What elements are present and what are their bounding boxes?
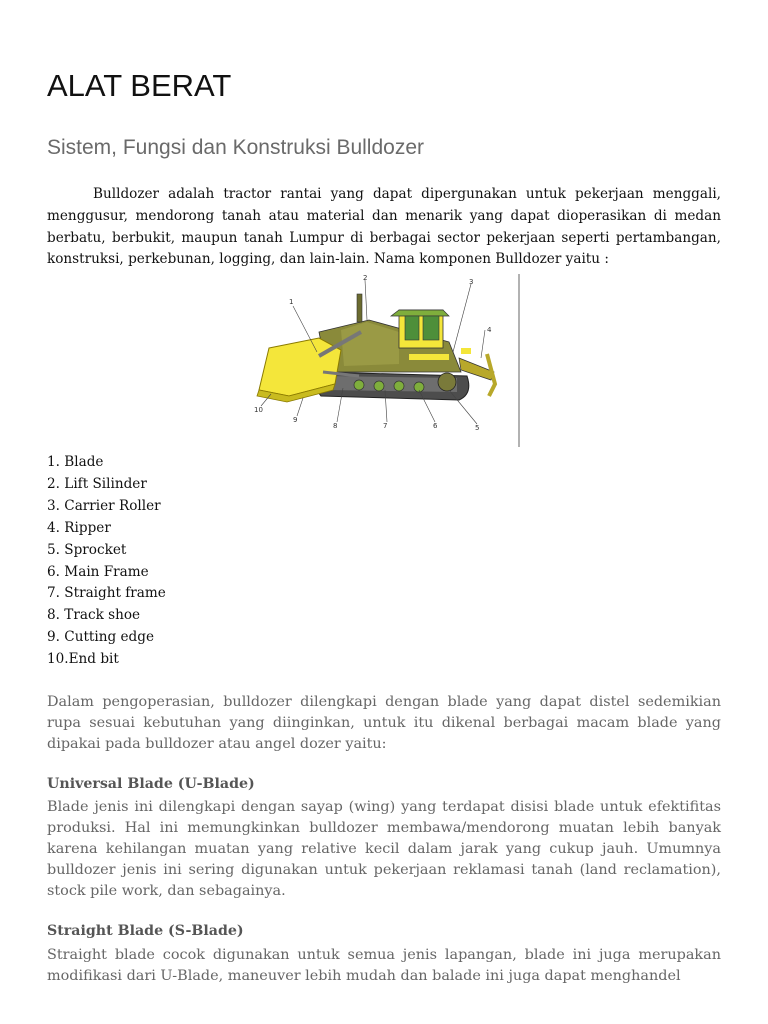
track-assembly	[315, 372, 468, 400]
section-body-u-blade: Blade jenis ini dilengkapi dengan sayap (wing) yang terdapat disisi blade untuk efektifitas produksi. Hal ini memungkinkan bulldozer membawa/mendorong muatan lebih banyak karena kehilangan muatan yang relative kecil dalam jarak yang cukup jauh. Umumnya bulldozer jenis ini sering digunakan untuk pekerjaan reklamasi tanah (land reclamation), stock pile work, dan sebagainya.	[47, 799, 721, 899]
callout-1: 1	[289, 298, 294, 306]
callout-9: 9	[293, 416, 298, 424]
callout-4: 4	[487, 326, 492, 334]
section-heading-s-blade: Straight Blade (S-Blade)	[47, 923, 244, 939]
blade-intro-paragraph: Dalam pengoperasian, bulldozer dilengkapi dengan blade yang dapat distel sedemikian rupa sesuai kebutuhan yang diinginkan, untuk itu dikenal berbagai macam blade yang dipakai pada bulldozer atau angel dozer yaitu:	[47, 694, 721, 752]
page-subtitle: Sistem, Fungsi dan Konstruksi Bulldozer	[47, 136, 425, 159]
list-item: 10.End bit	[47, 651, 119, 668]
section-heading-u-blade: Universal Blade (U-Blade)	[47, 776, 255, 792]
bulldozer-diagram	[249, 272, 521, 447]
page-title: ALAT BERAT	[47, 68, 232, 103]
callout-10: 10	[254, 406, 263, 414]
callout-2: 2	[363, 274, 368, 282]
machine-body	[319, 294, 471, 372]
list-item: 7. Straight frame	[47, 585, 166, 602]
component-list	[47, 452, 166, 671]
list-item: 6. Main Frame	[47, 563, 149, 580]
callout-6: 6	[433, 422, 438, 430]
list-item: 5. Sprocket	[47, 541, 127, 558]
list-item: 1. Blade	[47, 454, 104, 470]
callout-3: 3	[469, 278, 474, 286]
intro-text: Bulldozer adalah tractor rantai yang dapat dipergunakan untuk pekerjaan menggali, menggusur, mendorong tanah atau material dan menarik yang dapat dioperasikan di medan berbatu, berbukit, maupun tanah Lumpur di berbagai sector pekerjaan seperti pertambangan, konstruksi, perkebunan, logging, dan lain-lain. Nama komponen Bulldozer yaitu :	[47, 186, 721, 268]
list-item: 8. Track shoe	[47, 607, 141, 624]
list-item: 3. Carrier Roller	[47, 497, 161, 514]
bulldozer-illustration	[249, 272, 521, 447]
intro-paragraph	[47, 184, 721, 271]
section-body-s-blade: Straight blade cocok digunakan untuk semua jenis lapangan, blade ini juga merupakan modifikasi dari U-Blade, maneuver lebih mudah dan balade ini juga dapat menghandel	[47, 947, 721, 984]
list-item: 9. Cutting edge	[47, 629, 154, 646]
list-item: 4. Ripper	[47, 519, 111, 536]
callout-8: 8	[333, 422, 338, 430]
list-item: 2. Lift Silinder	[47, 475, 147, 492]
callout-5: 5	[475, 424, 480, 432]
callout-7: 7	[383, 422, 388, 430]
